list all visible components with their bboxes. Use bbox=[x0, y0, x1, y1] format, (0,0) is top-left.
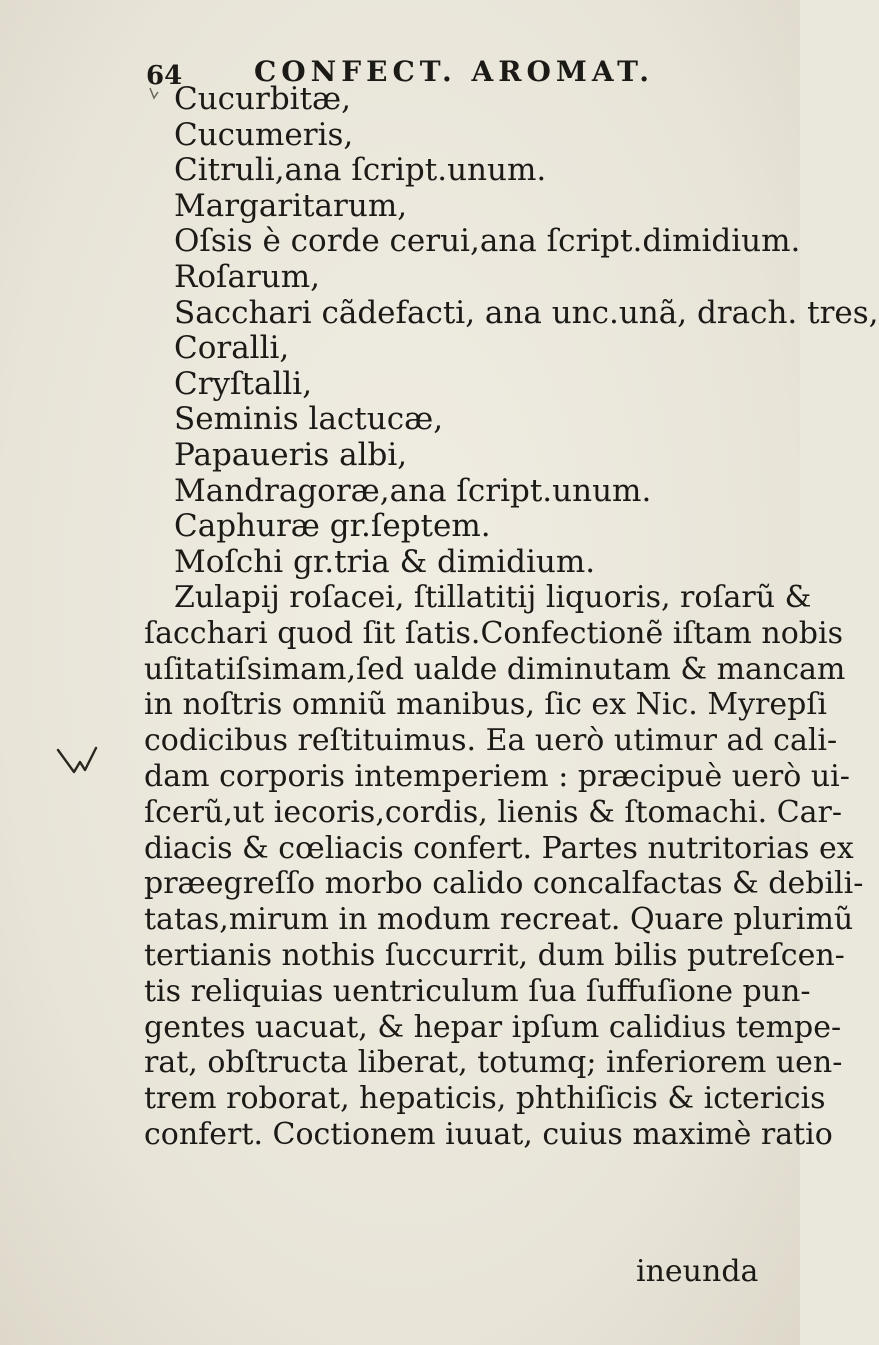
ingredient-line: Cryſtalli, bbox=[174, 365, 313, 402]
ingredient-line: Oſsis è corde cerui,ana ſcript.dimidium. bbox=[174, 223, 801, 260]
catchword: ineunda bbox=[636, 1254, 759, 1289]
text-line: diacis & cœliacis confert. Partes nutritorias ex bbox=[144, 830, 854, 866]
ingredient-line: Margaritarum, bbox=[174, 187, 408, 224]
text-line: confert. Coctionem iuuat, cuius maximè ratio bbox=[144, 1116, 833, 1152]
ingredient-line: Seminis lactucæ, bbox=[174, 401, 444, 438]
running-title: CONFECT. AROMAT. bbox=[254, 55, 655, 88]
ingredient-list bbox=[174, 81, 879, 580]
text-line: tis reliquias uentriculum ſua ſuffuſione pun- bbox=[144, 973, 811, 1009]
ingredient-line: Cucumeris, bbox=[174, 116, 354, 153]
text-line: ſacchari quod ſit ſatis.Confectionẽ iſtam nobis bbox=[144, 615, 843, 651]
text-line: uſitatiſsimam,ſed ualde diminutam & mancam bbox=[144, 651, 846, 687]
text-line: dam corporis intemperiem : præcipuè uerò ui- bbox=[144, 758, 850, 794]
body-paragraph bbox=[144, 580, 864, 1153]
text-line: trem roborat, hepaticis, phthiſicis & ictericis bbox=[144, 1081, 826, 1117]
text-line: præegreſſo morbo calido concalfactas & debili- bbox=[144, 866, 864, 902]
ingredient-line: Coralli, bbox=[174, 330, 290, 367]
text-line: tatas,mirum in modum recreat. Quare plurimũ bbox=[144, 902, 854, 938]
text-line: ſcerũ,ut iecoris,cordis, lienis & ſtomachi. Car- bbox=[144, 794, 843, 830]
ingredient-line: Sacchari cãdefacti, ana unc.unã, drach. tres, bbox=[174, 294, 879, 331]
ingredient-line: Roſarum, bbox=[174, 258, 320, 295]
ingredient-line: Cucurbitæ, bbox=[174, 81, 352, 117]
ingredient-line: Papaueris albi, bbox=[174, 436, 408, 473]
text-line: Zulapij roſacei, ſtillatitij liquoris, roſarũ & bbox=[174, 580, 812, 615]
ingredient-line: Citruli,ana ſcript.unum. bbox=[174, 152, 547, 189]
text-line: rat, obſtructa liberat, totumq; inferiorem uen- bbox=[144, 1045, 843, 1081]
text-line: tertianis nothis ſuccurrit, dum bilis putreſcen- bbox=[144, 937, 845, 973]
ingredient-line: Caphuræ gr.ſeptem. bbox=[174, 508, 491, 545]
ingredient-line: Mandragoræ,ana ſcript.unum. bbox=[174, 472, 652, 509]
ingredient-line: Moſchi gr.tria & dimidium. bbox=[174, 543, 596, 580]
handwritten-margin-mark bbox=[52, 740, 102, 780]
page-number: 64 bbox=[146, 61, 183, 91]
text-line: codicibus reſtituimus. Ea uerò utimur ad cali- bbox=[144, 723, 838, 759]
text-line: gentes uacuat, & hepar ipſum calidius tempe- bbox=[144, 1009, 842, 1045]
text-line: in noſtris omniũ manibus, ſic ex Nic. Myrepſi bbox=[144, 687, 828, 723]
